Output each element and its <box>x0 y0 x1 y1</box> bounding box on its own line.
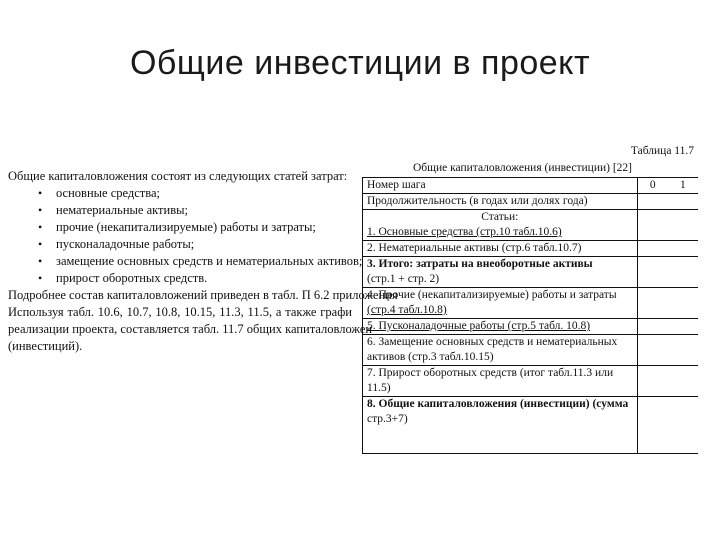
row-label: 4. Прочие (некапитализируемые) работы и затраты <box>363 288 638 304</box>
table-row <box>363 397 699 413</box>
paragraph-line: (инвестиций). <box>8 339 83 353</box>
list-item: • замещение основных средств и нематериальных активов; <box>38 254 363 268</box>
investment-table-block <box>362 143 698 454</box>
row-label: 8. Общие капиталовложения (инвестиции) (сумма <box>363 397 638 413</box>
list-item: • нематериальные активы; <box>38 203 188 217</box>
paragraph-line: Используя табл. 10.6, 10.7, 10.8, 10.15, 11.3, 11.5, а также графи <box>8 305 352 319</box>
step-1: 1 <box>668 178 698 194</box>
list-item: • прирост оборотных средств. <box>38 271 208 285</box>
row-label: 5. Пусконаладочные работы (стр.5 табл. 10.8) <box>363 319 638 335</box>
table-row <box>363 427 699 454</box>
bullet-icon: • <box>38 203 43 217</box>
table-caption: Общие капиталовложения (инвестиции) [22] <box>412 162 632 174</box>
row-label: Продолжительность (в годах или долях года) <box>363 194 638 210</box>
row-label: (стр.1 + стр. 2) <box>363 272 638 288</box>
bullet-icon: • <box>38 220 43 234</box>
cost-items-list <box>8 185 363 287</box>
table-row <box>363 288 699 304</box>
row-label: Номер шага <box>363 178 638 194</box>
table-row <box>363 412 699 427</box>
table-row <box>363 335 699 351</box>
table-row <box>363 241 699 257</box>
table-row <box>363 366 699 397</box>
row-label: (стр.4 табл.10.8) <box>363 303 638 319</box>
row-label: 3. Итого: затраты на внеоборотные активы <box>363 257 638 273</box>
table-row <box>363 194 699 210</box>
list-item: • основные средства; <box>38 186 161 200</box>
table-row <box>363 210 699 226</box>
row-label: 1. Основные средства (стр.10 табл.10.6) <box>363 225 638 241</box>
list-item: • пусконаладочные работы; <box>38 237 195 251</box>
table-row <box>363 319 699 335</box>
row-label: 7. Прирост оборотных средств (итог табл.11.3 или 11.5) <box>363 366 638 397</box>
paragraph-line: Подробнее состав капиталовложений приведен в табл. П 6.2 приложения <box>8 288 398 302</box>
bullet-icon: • <box>38 271 43 285</box>
table-row <box>363 225 699 241</box>
slide-title: Общие инвестиции в проект <box>129 44 591 82</box>
table-row <box>363 257 699 273</box>
table-row <box>363 178 699 194</box>
intro-text: Общие капиталовложения состоят из следующих статей затрат: <box>8 169 348 183</box>
table-row <box>363 272 699 288</box>
list-item: • прочие (некапитализируемые) работы и затраты; <box>38 220 316 234</box>
bullet-icon: • <box>38 254 43 268</box>
table-number: Таблица 11.7 <box>630 145 694 157</box>
row-label: 6. Замещение основных средств и нематериальных <box>363 335 638 351</box>
step-0: 0 <box>637 178 668 194</box>
paragraph-line: реализации проекта, составляется табл. 11.7 общих капиталовложен <box>8 322 373 336</box>
table-row <box>363 303 699 319</box>
bullet-icon: • <box>38 237 43 251</box>
row-label: 2. Нематериальные активы (стр.6 табл.10.7) <box>363 241 638 257</box>
table-row <box>363 350 699 366</box>
bullet-icon: • <box>38 186 43 200</box>
row-label: стр.3+7) <box>363 412 638 427</box>
row-label: Статьи: <box>363 210 638 226</box>
investment-table <box>362 177 698 454</box>
row-label: активов (стр.3 табл.10.15) <box>363 350 638 366</box>
